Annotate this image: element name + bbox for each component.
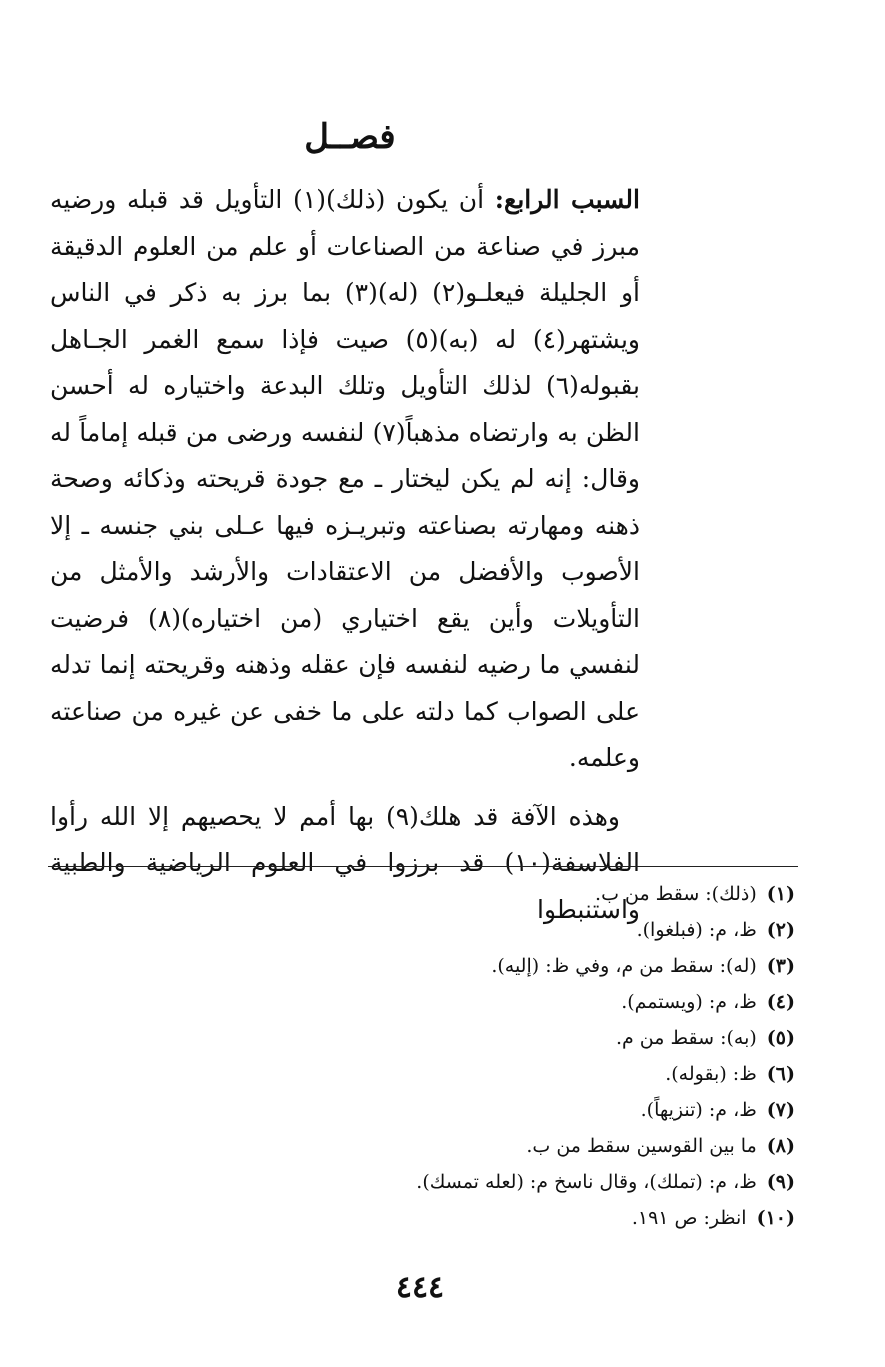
footnote-text: (له): سقط من م، وفي ظ: (إليه). [491, 955, 757, 977]
footnote-number: (١) [766, 883, 795, 905]
footnote-number: (١٠) [756, 1207, 795, 1229]
footnote-text: ما بين القوسين سقط من ب. [526, 1135, 757, 1157]
footnote-text: (به): سقط من م. [615, 1027, 757, 1049]
footnote-text: ظ، م: (تملك)، وقال ناسخ م: (لعله تمسك). [416, 1171, 757, 1193]
paragraph-1 [50, 177, 640, 782]
footnote-text: ظ، م: (تنزيهاً). [640, 1099, 757, 1121]
footnote-number: (٢) [766, 919, 795, 941]
footnote [95, 1200, 795, 1236]
footnotes-list [95, 876, 795, 1236]
footnote [95, 1164, 795, 1200]
footnote [95, 1020, 795, 1056]
footnote-text: ظ: (بقوله). [665, 1063, 757, 1085]
footnote-number: (٧) [766, 1099, 795, 1121]
paragraph-2: وهذه الآفة قد هلك(٩) بها أمم لا يحصيهم إلا الله رأوا الفلاسفة(١٠) قد برزوا في العلوم الرياضية والطبية واستنبطوا [50, 801, 640, 924]
footnote [95, 876, 795, 912]
footnote [95, 1092, 795, 1128]
page-number: ٤٤٤ [395, 1270, 445, 1305]
footnote-text: ظ، م: (فبلغوا). [636, 919, 757, 941]
paragraph-lead: السبب الرابع: [494, 185, 640, 214]
footnote [95, 1056, 795, 1092]
footnote-text: انظر: ص ١٩١. [631, 1207, 747, 1229]
footnote-number: (٦) [766, 1063, 795, 1085]
footnote-number: (٩) [766, 1171, 795, 1193]
footnote-number: (٨) [766, 1135, 795, 1157]
footnote-number: (٥) [766, 1027, 795, 1049]
footnote [95, 912, 795, 948]
footnote [95, 984, 795, 1020]
footnote [95, 948, 795, 984]
footnote-number: (٤) [766, 991, 795, 1013]
footnote [95, 1128, 795, 1164]
footnote-divider [48, 866, 798, 867]
main-text [50, 177, 640, 933]
paragraph-1-text: أن يكون (ذلك)(١) التأويل قد قبله ورضيه مبرز في صناعة من الصناعات أو علم من العلوم الدقيقة أو الجليلة فيعلـو(٢) (له)(٣) بما برز به ذكر في الناس ويشتهر(٤) له (به)(٥) صيت فإذا سمع الغمر الجـاهل بقبوله(٦) لذلك التأويل وتلك البدعة واختياره له أحسن الظن به وارتضاه مذهباً(٧) لنفسه ورضى من قبله إماماً له وقال: إنه لم يكن ليختار ـ مع جودة قريحته وذكائه وصحة ذهنه ومهارته بصناعته وتبريـزه فيها عـلى بني جنسه ـ إلا الأصوب والأفضل من الاعتقادات والأرشد والأمثل من التأويلات وأين يقع اختياري (من اختياره)(٨) فرضيت لنفسي ما رضيه لنفسه فإن عقله وذهنه وقريحته إنما تدله على الصواب كما دلته على ما خفى عن غيره من صناعته وعلمه. [50, 185, 641, 772]
section-heading: فصــل [304, 117, 396, 157]
footnote-text: ظ، م: (ويستمم). [621, 991, 757, 1013]
footnote-text: (ذلك): سقط من ب. [595, 883, 757, 905]
footnote-number: (٣) [766, 955, 795, 977]
